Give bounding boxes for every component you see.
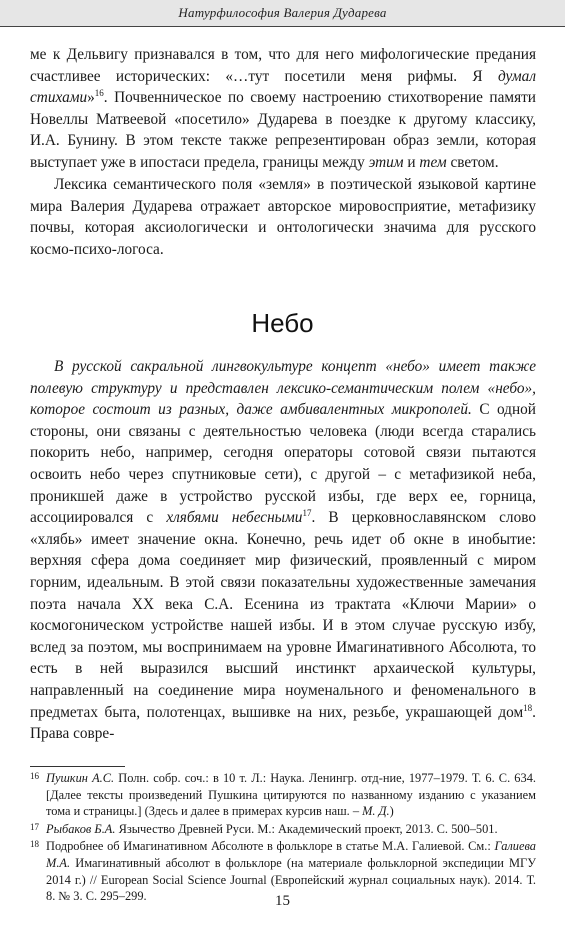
section-heading: Небо (251, 308, 314, 338)
italic-run: думал стихами (30, 67, 536, 107)
footnote-number: 18 (30, 839, 39, 850)
footnotes (30, 770, 536, 906)
paragraph-1 (30, 44, 536, 174)
paragraph-3 (30, 356, 536, 745)
text-run: Язычество Древней Руси. М.: Академический проект, 2013. С. 500–501. (115, 821, 498, 836)
italic-run: В русской сакральной лингвокультуре концепт «небо» имеет также полевую структуру и представлен лексико-семантическим полем «небо», которое состоит из разных, даже амбивалентных микрополей. (30, 358, 536, 419)
italic-run: тем (419, 153, 447, 171)
footnote-17 (30, 821, 536, 838)
running-title: Натурфилософия Валерия Дударева (178, 5, 387, 20)
paragraph-2-text: Лексика семантического поля «земля» в поэтической языковой картине мира Валерия Дударева отражает авторское мировосприятие, метафизику почвы, которая аксиологически и онтологически значима для русского космо-психо-логоса. (30, 176, 536, 258)
paragraph-2 (30, 174, 536, 260)
italic-run: М. Д. (362, 804, 390, 819)
text-run: С одной стороны, они связаны с деятельностью человека (люди всегда старались покорить небо, например, сегодня операторы сотовой связи пытаются освоить небо через спутниковые сети), с другой – с метафизикой неба, проникшей даже в устройство русской избы, где верх ее, горница, ассоциировался с (30, 401, 536, 527)
italic-run: Рыбаков Б.А. (46, 821, 116, 836)
italic-run: Галиева М.А. (46, 839, 536, 870)
footnote-number: 17 (30, 821, 39, 832)
page-number: 15 (275, 893, 290, 909)
footnote-16 (30, 770, 536, 820)
footnote-ref-16: 16 (94, 88, 104, 99)
text-run: светом. (446, 153, 499, 171)
italic-run: Пушкин А.С. (46, 771, 115, 785)
text-run: . В церковнославянском слово «хлябь» имеет значение окна. Конечно, речь идет об окне в инобытие: верхняя сфера дома соединяет мир физический, проявленный с миром горним, идеальным. В этой связи показательны художественные замечания поэта начала XX века С.А. Есенина из трактата «Ключи Марии» о космогоническом устройстве нашей избы. И в этом случае русскую избу, вслед за поэтом, мы воспринимаем на уровне Имагинативного Абсолюта, то есть в ней выразился высший инстинкт архаической культуры, направленный на соединение мира ноуменального и феноменального в предметах быта, полотенцах, вышивке на них, резьбе, украшающей дом (30, 509, 536, 721)
text-run: . Права совре- (30, 703, 536, 743)
text-run: . Почвенническое по своему настроению стихотворение памяти Новеллы Матвеевой «посетило» Дударева в поездке к другому классику, И.А. Бунину. В этом тексте также репрезентирован образ земли, которая выступает уже в ипостаси предела, границы между (30, 89, 536, 171)
footnote-number: 16 (30, 771, 39, 781)
text-run: и (403, 153, 420, 171)
text-run: » (87, 89, 95, 107)
text-run: Имагинативный абсолют в фольклоре (на материале фольклорной экспедиции МГУ 2014 г.) // European Social Science Journal (Европейский журнал социальных наук). 2014. Т. 8. № 3. С. 295–299. (46, 855, 536, 904)
footnote-divider (30, 766, 125, 767)
text-run: ) (389, 804, 394, 819)
running-header (0, 0, 565, 27)
text-run: Подробнее об Имагинативном Абсолюте в фольклоре в статье М.А. Галиевой. См.: (46, 839, 495, 854)
text-run: Полн. собр. соч.: в 10 т. Л.: Наука. Ленингр. отд-ние, 1977–1979. Т. 6. С. 634. [Далее тексты произведений Пушкина цитируются по названному изданию с указанием тома и страницы.] (Здесь и далее в примерах курсив наш. – (46, 771, 536, 819)
footnote-ref-18: 18 (523, 702, 533, 713)
footnote-ref-17: 17 (302, 508, 312, 519)
italic-run: хлябями небесными (166, 509, 303, 527)
italic-run: этим (368, 153, 404, 171)
text-run: ме к Дельвигу признавался в том, что для него мифологические предания счастливее исторических: «…тут посетили меня рифмы. Я (30, 46, 536, 85)
